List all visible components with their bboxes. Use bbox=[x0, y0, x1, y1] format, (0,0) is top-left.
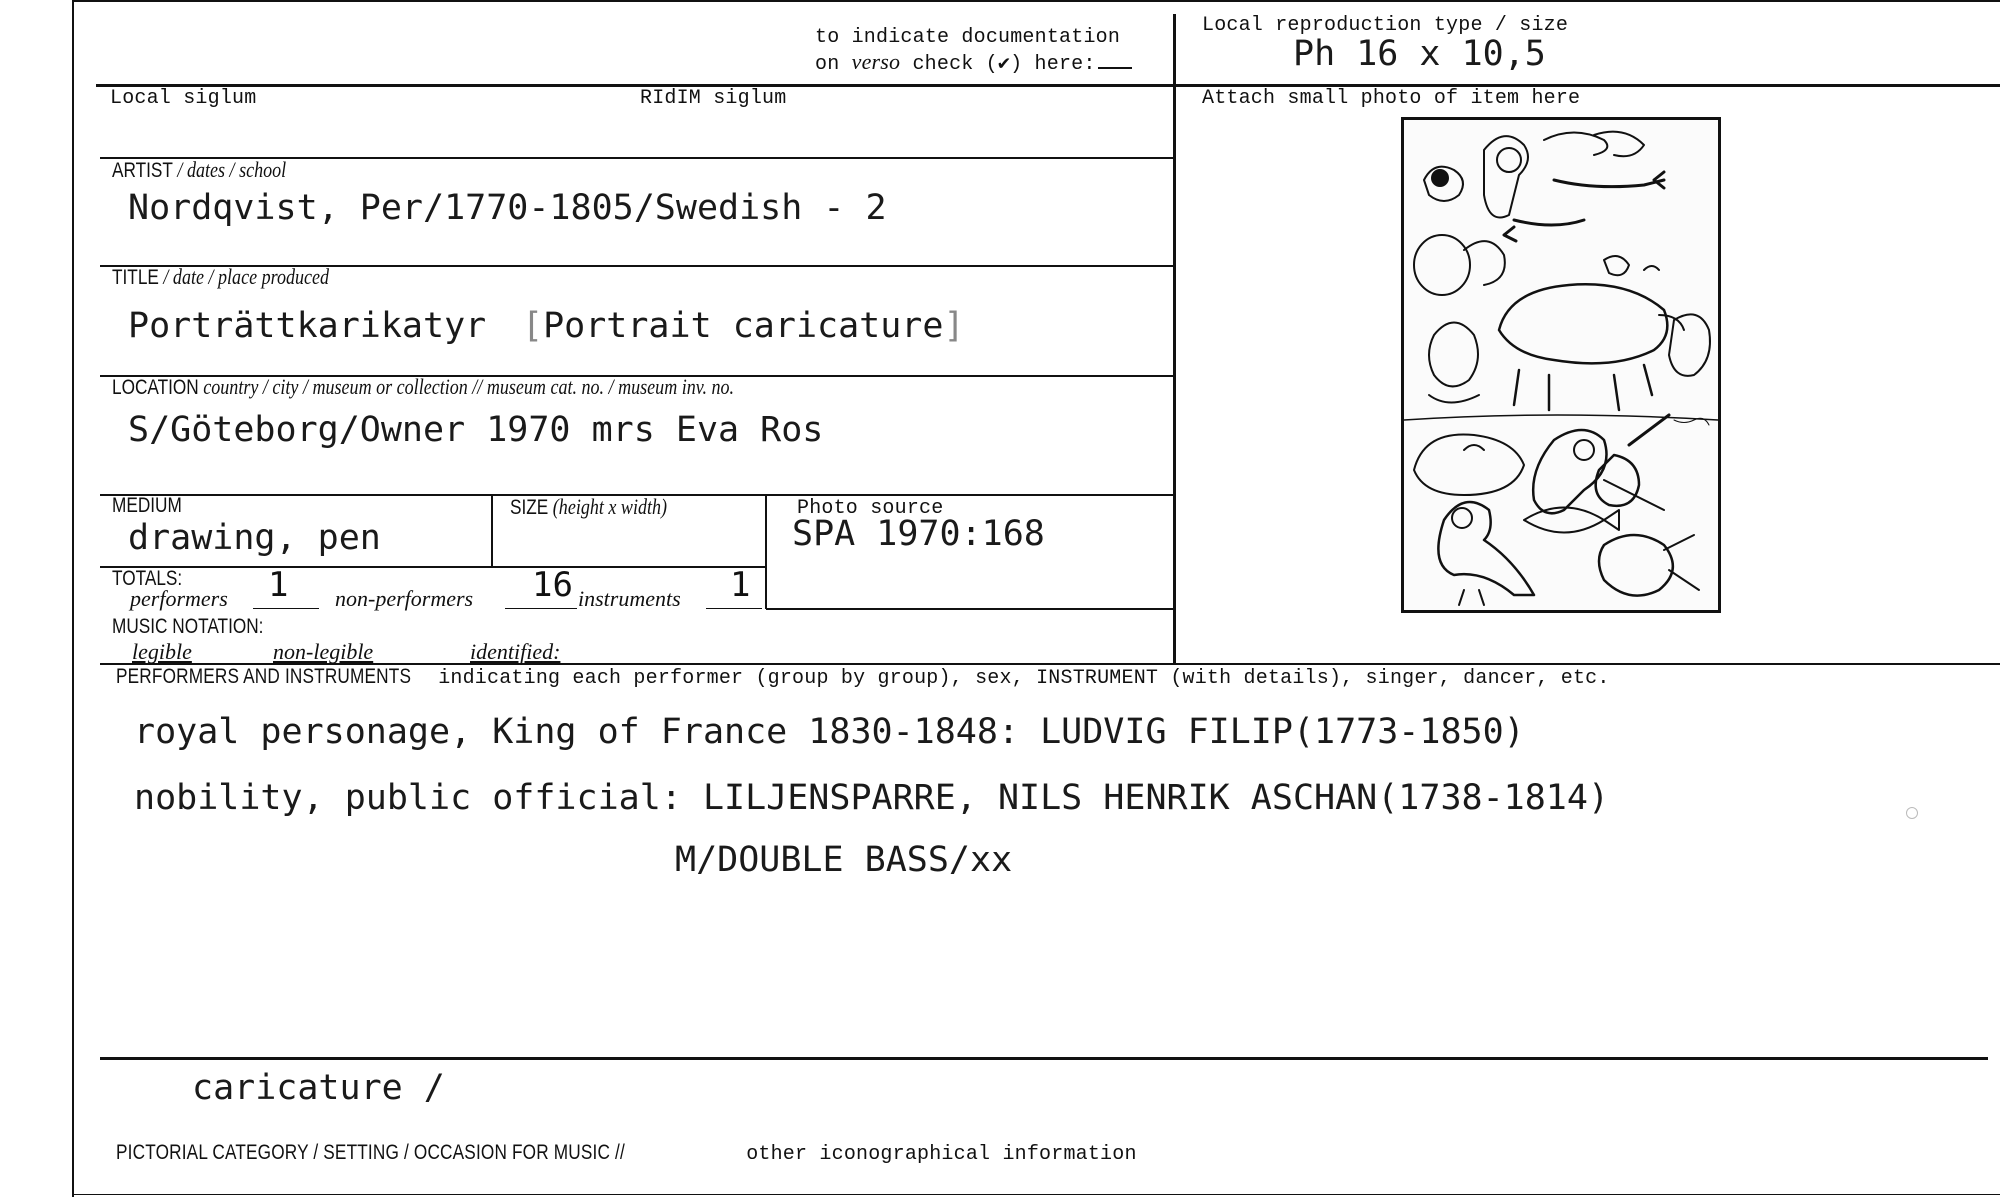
title-bracketed-text: Portrait caricature bbox=[543, 306, 944, 346]
size-label-italic: (height x width) bbox=[548, 494, 668, 519]
pictorial-category-value: caricature / bbox=[192, 1068, 445, 1108]
punch-hole-mark bbox=[1906, 807, 1918, 819]
identified-label: identified: bbox=[470, 639, 561, 664]
non-performers-label: non-performers bbox=[335, 586, 474, 611]
legible-label: legible bbox=[132, 639, 192, 664]
performer-line-1: royal personage, King of France 1830-1848: LUDVIG FILIP(1773-1850) bbox=[134, 712, 1525, 752]
repro-type-value: Ph 16 x 10,5 bbox=[1293, 34, 1546, 74]
title-label bbox=[112, 264, 329, 290]
card-left-border bbox=[72, 0, 74, 1197]
medium-bottom-rule bbox=[100, 566, 766, 568]
medium-label: MEDIUM bbox=[112, 494, 182, 517]
repro-type-label: Local reproduction type / size bbox=[1202, 14, 1569, 37]
card-top-border bbox=[72, 0, 2000, 2]
check-mark-icon: ✔ bbox=[997, 53, 1011, 76]
non-legible-label: non-legible bbox=[273, 639, 374, 664]
performers-label-caps: PERFORMERS AND INSTRUMENTS bbox=[116, 665, 412, 688]
non-performers-blank bbox=[505, 608, 577, 609]
category-label-caps: PICTORIAL CATEGORY / SETTING / OCCASION FOR MUSIC // bbox=[116, 1141, 625, 1164]
local-siglum-label: Local siglum bbox=[110, 87, 257, 110]
ridim-siglum-label: RIdIM siglum bbox=[640, 87, 787, 110]
performers-instruments-label bbox=[116, 665, 1610, 690]
totals-label: TOTALS: bbox=[112, 567, 183, 590]
verso-check-blank[interactable] bbox=[1098, 67, 1132, 69]
location-label-caps: LOCATION bbox=[112, 376, 199, 399]
verso-post: check ( bbox=[900, 53, 998, 76]
vertical-column-divider bbox=[1173, 14, 1176, 664]
instruments-blank bbox=[706, 608, 762, 609]
title-label-italic: / date / place produced bbox=[158, 264, 330, 289]
card-bottom-border bbox=[72, 1194, 2000, 1195]
verso-end: ) here: bbox=[1010, 53, 1096, 76]
non-performers-value: 16 bbox=[532, 565, 573, 605]
performers-value: 1 bbox=[268, 565, 289, 605]
artist-label bbox=[112, 157, 286, 183]
verso-instruction-line2 bbox=[815, 49, 1132, 76]
music-notation-label: MUSIC NOTATION: bbox=[112, 615, 264, 638]
verso-instruction-line1: to indicate documentation bbox=[815, 26, 1121, 49]
location-value: S/Göteborg/Owner 1970 mrs Eva Ros bbox=[128, 410, 824, 450]
location-label bbox=[112, 374, 734, 400]
photo-source-value: SPA 1970:168 bbox=[792, 514, 1045, 554]
caricature-drawing-icon bbox=[1404, 120, 1718, 610]
size-label-caps: SIZE bbox=[510, 496, 549, 519]
photo-source-bottom-rule bbox=[766, 608, 1174, 610]
bracket-right: ] bbox=[943, 306, 965, 346]
performer-line-2: nobility, public official: LILJENSPARRE, NILS HENRIK ASCHAN(1738-1814) bbox=[134, 778, 1610, 818]
category-top-rule bbox=[100, 1057, 1988, 1060]
performers-blank bbox=[253, 608, 319, 609]
artist-value: Nordqvist, Per/1770-1805/Swedish - 2 bbox=[128, 188, 887, 228]
bracket-left: [ bbox=[522, 306, 544, 346]
photo-attach-label: Attach small photo of item here bbox=[1202, 87, 1581, 110]
photo-source-label: Photo source bbox=[797, 497, 944, 520]
size-label bbox=[510, 494, 667, 520]
title-value: Porträttkarikatyr bbox=[128, 306, 487, 346]
location-label-italic: country / city / museum or collection // museum cat. no. / museum inv. no. bbox=[198, 374, 735, 399]
performers-label: performers bbox=[130, 586, 228, 611]
performer-line-3: M/DOUBLE BASS/xx bbox=[675, 840, 1013, 880]
artist-label-caps: ARTIST bbox=[112, 159, 173, 182]
title-bracketed-value bbox=[522, 306, 965, 346]
title-label-caps: TITLE bbox=[112, 266, 159, 289]
artist-label-italic: / dates / school bbox=[172, 157, 287, 182]
size-photo-divider bbox=[765, 494, 767, 609]
medium-value: drawing, pen bbox=[128, 518, 381, 558]
verso-pre: on bbox=[815, 53, 852, 76]
instruments-label: instruments bbox=[578, 586, 681, 611]
medium-size-divider bbox=[491, 494, 493, 567]
performers-label-rest: indicating each performer (group by group), sex, INSTRUMENT (with details), singer, dancer, etc. bbox=[426, 667, 1610, 690]
verso-italic: verso bbox=[851, 49, 901, 74]
category-label-rest: other iconographical information bbox=[734, 1143, 1137, 1166]
caricature-photo bbox=[1401, 117, 1721, 613]
pictorial-category-label bbox=[116, 1141, 1137, 1166]
instruments-value: 1 bbox=[730, 565, 751, 605]
header-divider bbox=[96, 84, 2000, 87]
